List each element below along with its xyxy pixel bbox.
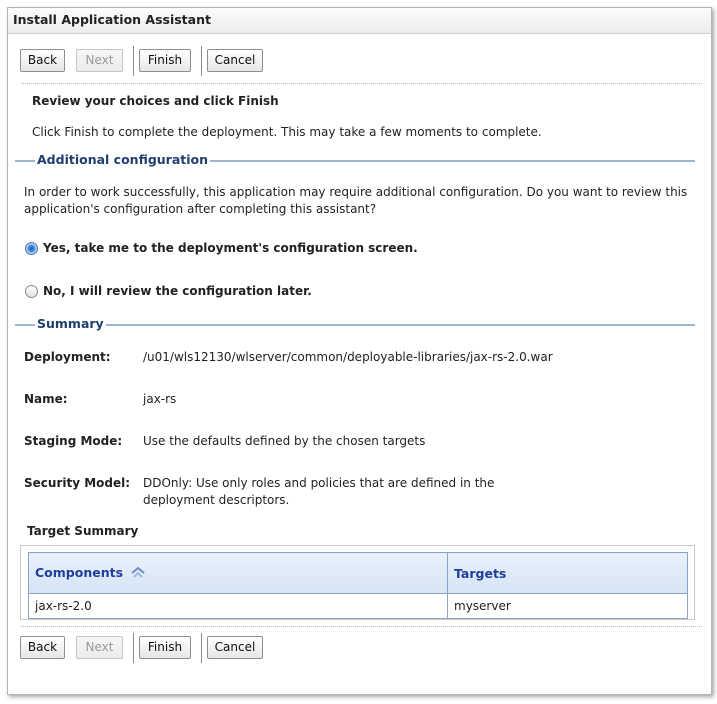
description-line: In order to work successfully, this application may require additional configuration. Do you want to review this <box>24 185 688 199</box>
review-heading: Review your choices and click Finish <box>32 94 279 108</box>
table-row <box>29 594 688 619</box>
summary-value-deployment: /u01/wls12130/wlserver/common/deployable-libraries/jax-rs-2.0.war <box>143 350 553 364</box>
title-bar <box>8 8 711 34</box>
column-header-components[interactable] <box>29 553 448 594</box>
summary-value-security-model <box>143 475 494 509</box>
sort-ascending-icon[interactable] <box>130 566 146 581</box>
review-instruction: Click Finish to complete the deployment. This may take a few moments to complete. <box>32 125 542 139</box>
toolbar-separator <box>201 633 202 663</box>
additional-config-section-header <box>15 152 695 168</box>
radio-yes-label[interactable]: Yes, take me to the deployment's configuration screen. <box>43 241 418 255</box>
additional-config-description <box>24 184 687 218</box>
additional-config-title: Additional configuration <box>37 152 209 167</box>
cell-component: jax-rs-2.0 <box>29 594 448 619</box>
radio-no[interactable] <box>25 285 38 298</box>
summary-label-name: Name: <box>24 392 68 406</box>
toolbar-separator <box>133 46 134 76</box>
summary-label-deployment: Deployment: <box>24 350 111 364</box>
cell-target: myserver <box>448 594 688 619</box>
finish-button-top[interactable]: Finish <box>139 49 191 72</box>
cancel-button-bottom[interactable]: Cancel <box>207 636 263 659</box>
column-header-label: Targets <box>454 565 507 581</box>
back-button-top[interactable]: Back <box>20 49 65 72</box>
security-model-line: deployment descriptors. <box>143 493 290 507</box>
summary-value-staging-mode: Use the defaults defined by the chosen targets <box>143 434 426 448</box>
cancel-button-top[interactable]: Cancel <box>207 49 263 72</box>
description-line: application's configuration after completing this assistant? <box>24 202 377 216</box>
section-rule <box>15 324 695 326</box>
target-summary-table <box>28 552 688 619</box>
divider <box>21 626 702 627</box>
target-summary-title: Target Summary <box>27 524 139 538</box>
radio-no-label[interactable]: No, I will review the configuration later. <box>43 284 312 298</box>
summary-label-staging-mode: Staging Mode: <box>24 434 123 448</box>
summary-value-name: jax-rs <box>143 392 177 406</box>
column-header-targets[interactable] <box>448 553 688 594</box>
toolbar-separator <box>201 46 202 76</box>
back-button-bottom[interactable]: Back <box>20 636 65 659</box>
radio-yes[interactable] <box>25 242 38 255</box>
summary-section-header <box>15 316 695 332</box>
summary-title: Summary <box>37 316 104 331</box>
summary-label-security-model: Security Model: <box>24 476 131 490</box>
security-model-line: DDOnly: Use only roles and policies that are defined in the <box>143 476 495 490</box>
finish-button-bottom[interactable]: Finish <box>139 636 191 659</box>
install-assistant-panel <box>7 7 712 695</box>
toolbar-separator <box>133 633 134 663</box>
next-button-bottom[interactable]: Next <box>76 636 123 659</box>
window-title: Install Application Assistant <box>13 12 211 27</box>
target-summary-table-container <box>20 545 695 620</box>
table-header-row <box>29 553 688 594</box>
divider <box>21 83 702 84</box>
column-header-label: Components <box>35 565 124 580</box>
next-button-top[interactable]: Next <box>76 49 123 72</box>
